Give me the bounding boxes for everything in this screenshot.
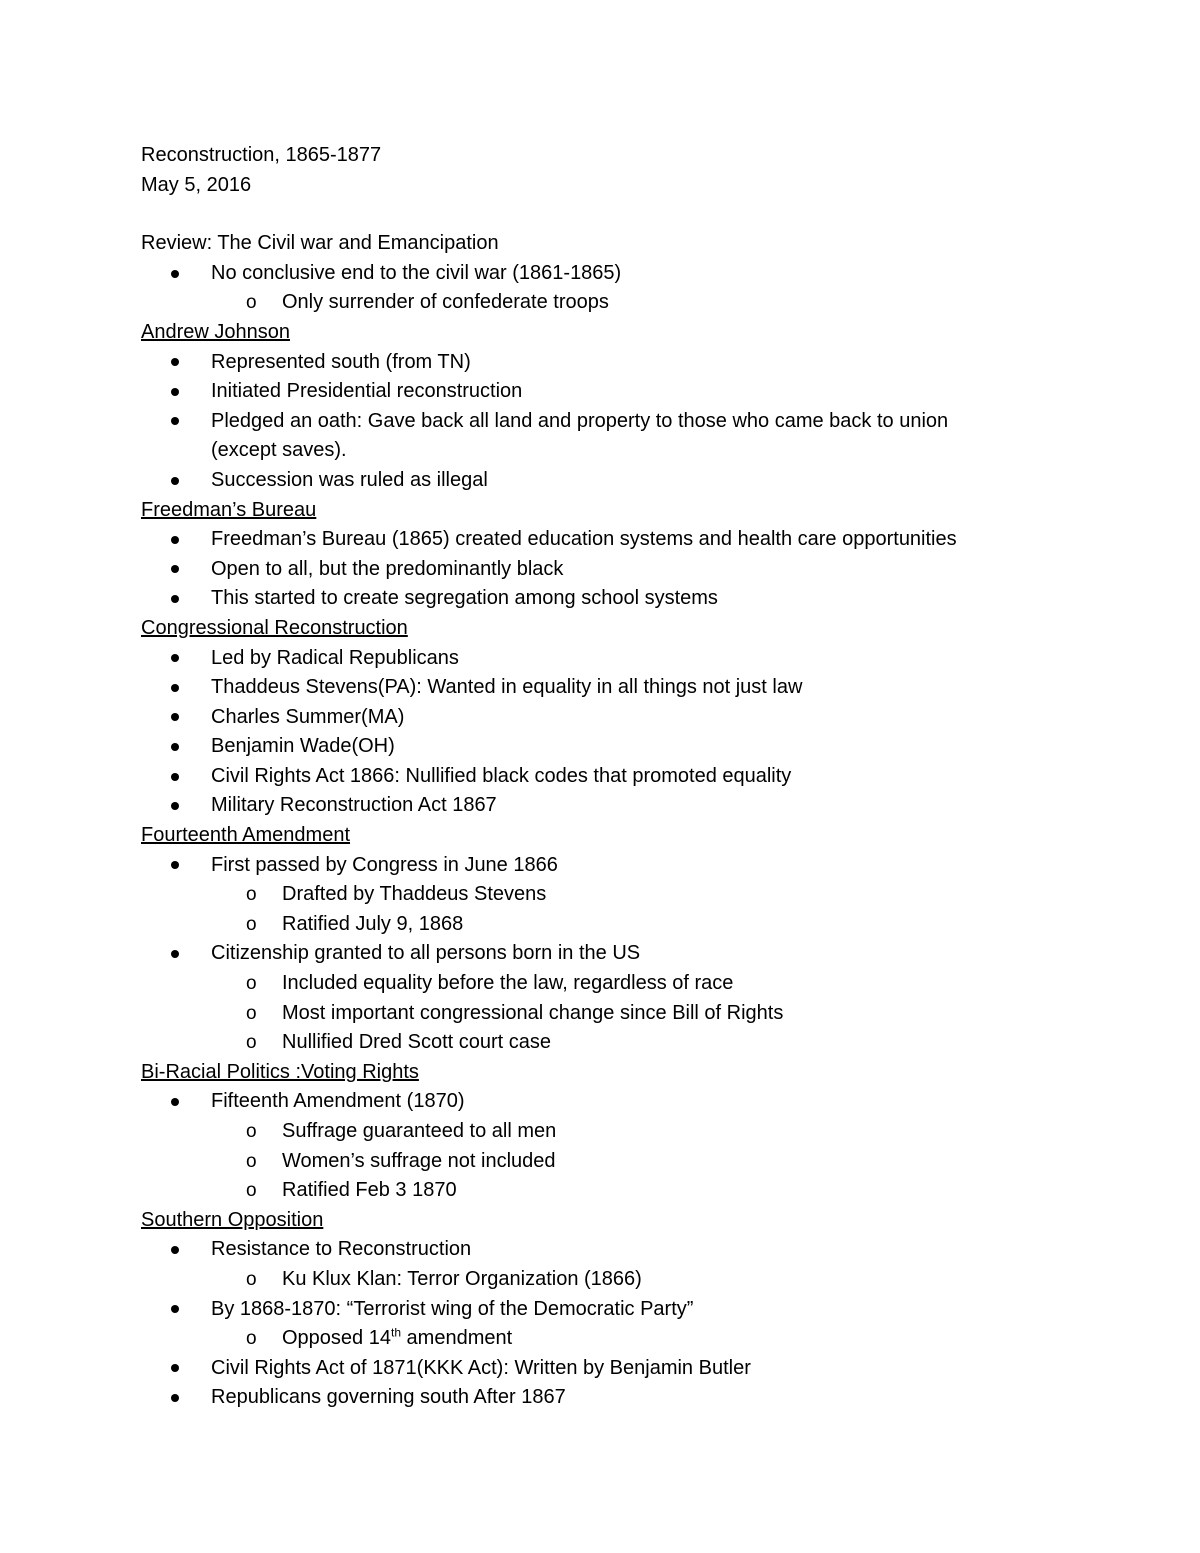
bullet-icon: [171, 851, 179, 881]
sub-bullet-icon: o: [246, 973, 257, 995]
sub-list-item: o Ratified July 9, 1868: [141, 910, 1071, 940]
list-item: Civil Rights Act of 1871(KKK Act): Written by Benjamin Butler: [141, 1354, 1071, 1384]
sub-list-item: o Nullified Dred Scott court case: [141, 1028, 1071, 1058]
section-heading-fourteenth-amendment: Fourteenth Amendment: [141, 824, 351, 847]
sub-bullet-icon: o: [246, 292, 257, 314]
sub-list-item: o Opposed 14th amendment: [141, 1324, 1071, 1354]
bullet-icon: [171, 939, 179, 969]
bullet-icon: [171, 259, 179, 289]
sub-list-item: o Ku Klux Klan: Terror Organization (1866): [141, 1265, 1071, 1295]
blank-line: [141, 200, 1071, 229]
document-date: May 5, 2016: [141, 173, 252, 196]
list-item: Pledged an oath: Gave back all land and property to those who came back to union: [141, 407, 1071, 437]
list-item-continuation: (except saves).: [211, 439, 347, 462]
section-heading-freedmans-bureau: Freedman’s Bureau: [141, 498, 317, 521]
sub-list-item: o Women’s suffrage not included: [141, 1147, 1071, 1177]
sub-bullet-icon: o: [246, 1268, 257, 1290]
list-item: Military Reconstruction Act 1867: [141, 791, 1071, 821]
bullet-icon: [171, 1235, 179, 1265]
bullet-icon: [171, 525, 179, 555]
sub-list-item: o Most important congressional change since Bill of Rights: [141, 999, 1071, 1029]
list-item: Represented south (from TN): [141, 348, 1071, 378]
section-heading-andrew-johnson: Andrew Johnson: [141, 320, 290, 343]
bullet-icon: [171, 673, 179, 703]
sub-list-item: o Drafted by Thaddeus Stevens: [141, 880, 1071, 910]
list-item: No conclusive end to the civil war (1861-1865): [141, 259, 1071, 289]
section-heading-congressional-reconstruction: Congressional Reconstruction: [141, 616, 408, 639]
sub-bullet-icon: o: [246, 1328, 257, 1350]
list-item: Open to all, but the predominantly black: [141, 555, 1071, 585]
list-item: Thaddeus Stevens(PA): Wanted in equality in all things not just law: [141, 673, 1071, 703]
bullet-icon: [171, 555, 179, 585]
bullet-icon: [171, 1354, 179, 1384]
sub-list-item: o Ratified Feb 3 1870: [141, 1176, 1071, 1206]
sub-bullet-icon: o: [246, 1150, 257, 1172]
bullet-icon: [171, 1087, 179, 1117]
list-item: Resistance to Reconstruction: [141, 1235, 1071, 1265]
bullet-icon: [171, 732, 179, 762]
sub-list-item: o Only surrender of confederate troops: [141, 288, 1071, 318]
sub-bullet-icon: o: [246, 1121, 257, 1142]
bullet-icon: [171, 791, 179, 821]
list-item: This started to create segregation among school systems: [141, 584, 1071, 614]
sub-bullet-icon: o: [246, 1002, 257, 1024]
list-item: Civil Rights Act 1866: Nullified black codes that promoted equality: [141, 762, 1071, 792]
list-item: Led by Radical Republicans: [141, 644, 1071, 674]
list-item: Succession was ruled as illegal: [141, 466, 1071, 496]
list-item: Citizenship granted to all persons born in the US: [141, 939, 1071, 969]
list-item: By 1868-1870: “Terrorist wing of the Democratic Party”: [141, 1295, 1071, 1325]
bullet-icon: [171, 584, 179, 614]
list-item: First passed by Congress in June 1866: [141, 851, 1071, 881]
list-item: Charles Summer(MA): [141, 703, 1071, 733]
sub-bullet-icon: o: [246, 884, 257, 906]
document-title: Reconstruction, 1865-1877: [141, 144, 382, 166]
bullet-icon: [171, 407, 179, 437]
section-heading-southern-opposition: Southern Opposition: [141, 1208, 324, 1231]
bullet-icon: [171, 644, 179, 674]
sub-bullet-icon: o: [246, 913, 257, 935]
list-item: Initiated Presidential reconstruction: [141, 377, 1071, 407]
sub-list-item: o Included equality before the law, regardless of race: [141, 969, 1071, 999]
list-item: Republicans governing south After 1867: [141, 1383, 1071, 1413]
bullet-icon: [171, 1383, 179, 1413]
bullet-icon: [171, 762, 179, 792]
sub-list-item: o Suffrage guaranteed to all men: [141, 1117, 1071, 1147]
review-heading: Review: The Civil war and Emancipation: [141, 232, 499, 255]
list-item: Fifteenth Amendment (1870): [141, 1087, 1071, 1117]
bullet-icon: [171, 1295, 179, 1325]
bullet-icon: [171, 466, 179, 496]
bullet-icon: [171, 348, 179, 378]
list-item: Freedman’s Bureau (1865) created education systems and health care opportunities: [141, 525, 1071, 555]
list-item: Benjamin Wade(OH): [141, 732, 1071, 762]
superscript: th: [390, 1325, 401, 1340]
bullet-icon: [171, 703, 179, 733]
bullet-icon: [171, 377, 179, 407]
sub-bullet-icon: o: [246, 1032, 257, 1054]
document-body: [141, 141, 1071, 1413]
section-heading-biracial-politics: Bi-Racial Politics :Voting Rights: [141, 1060, 419, 1083]
sub-bullet-icon: o: [246, 1180, 257, 1202]
